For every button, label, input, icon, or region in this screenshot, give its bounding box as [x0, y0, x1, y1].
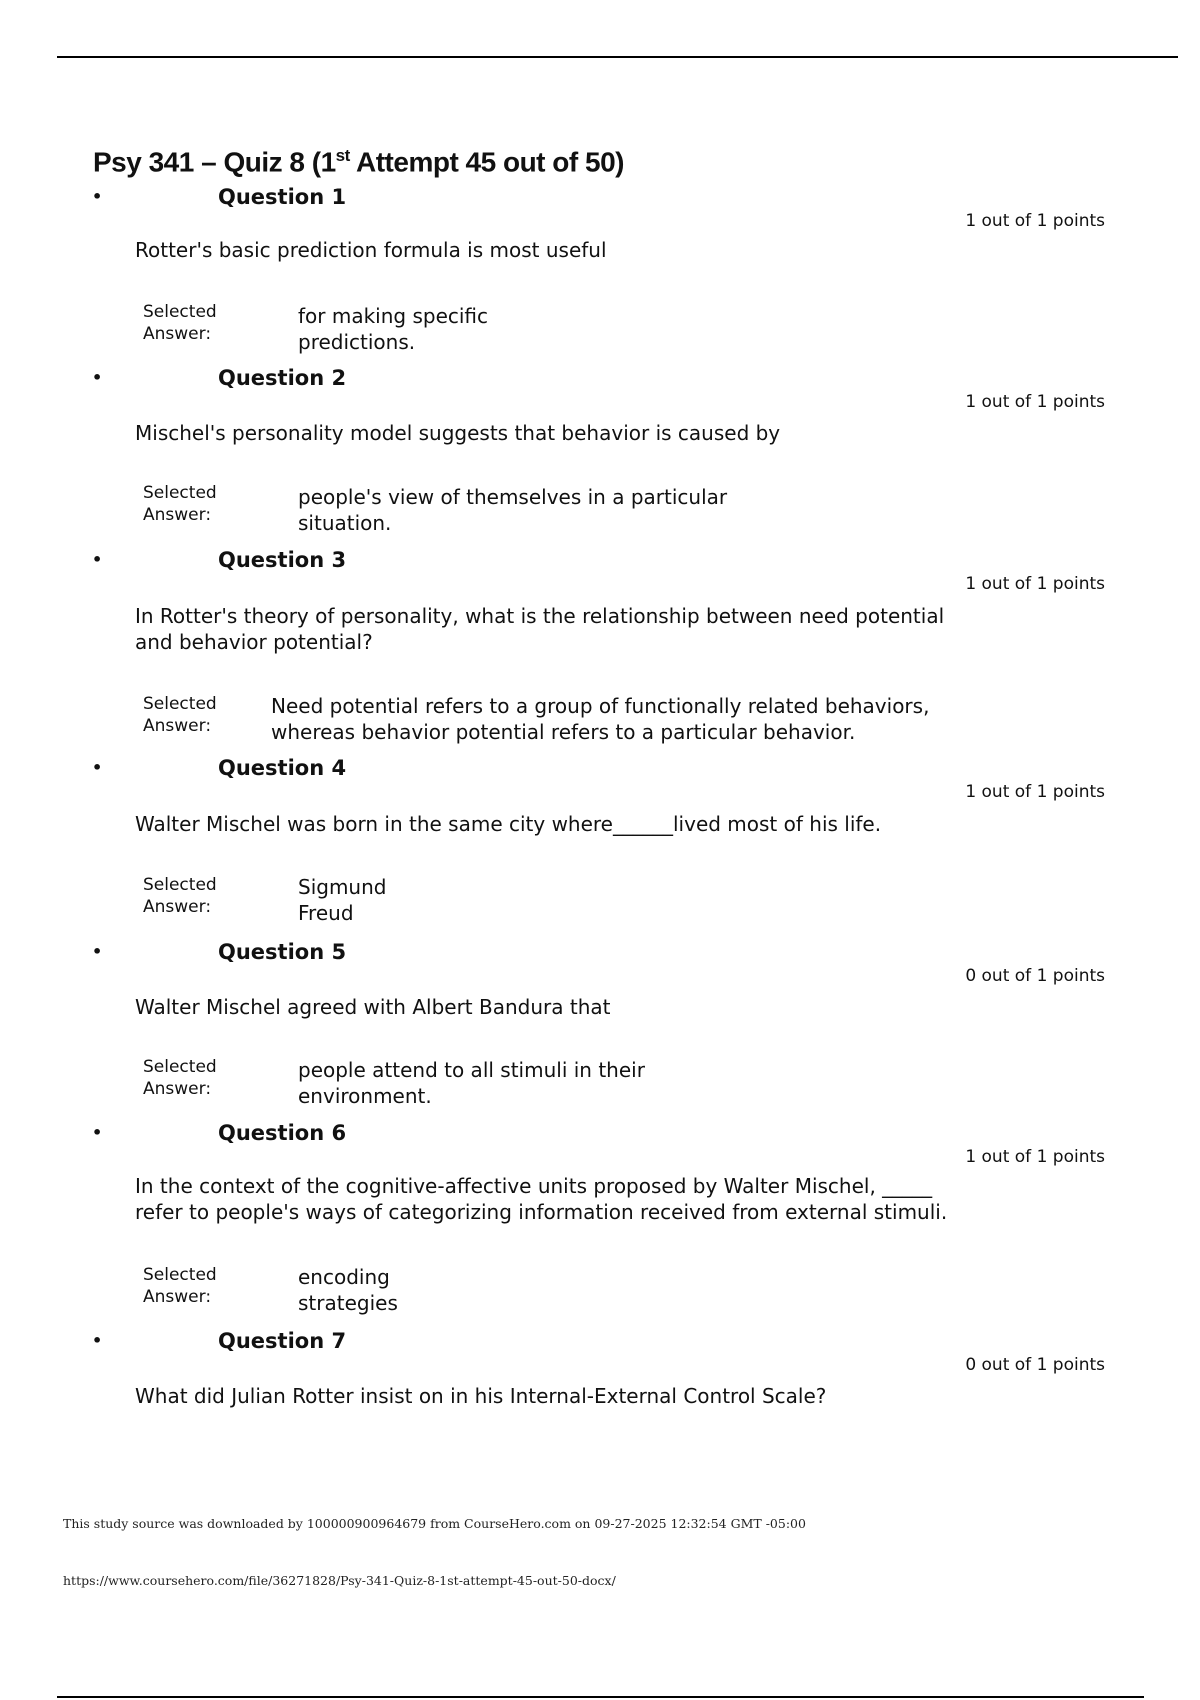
selected-answer: Need potential refers to a group of functionally related behaviors, whereas behavior potential refers to a particular behavior. [271, 694, 930, 744]
bullet: • [92, 187, 103, 206]
selected-answer: people's view of themselves in a particular situation. [298, 485, 728, 535]
page-title: Psy 341 – Quiz 8 (1st Attempt 45 out of 50) [93, 146, 624, 178]
question-points: 0 out of 1 points [965, 1355, 1105, 1375]
bottom-rule [57, 1696, 1144, 1698]
selected-answer-label: Selected Answer: [143, 483, 217, 525]
question-heading: Question 6 [218, 1121, 347, 1145]
selected-answer: for making specific predictions. [298, 304, 489, 354]
bullet: • [92, 1331, 103, 1350]
selected-answer: people attend to all stimuli in their environment. [298, 1058, 645, 1108]
question-heading: Question 7 [218, 1329, 347, 1353]
bullet: • [92, 1123, 103, 1142]
bullet: • [92, 550, 103, 569]
bullet: • [92, 368, 103, 387]
question-heading: Question 2 [218, 366, 347, 390]
question-text: Walter Mischel agreed with Albert Bandura that [135, 995, 611, 1019]
question-points: 1 out of 1 points [965, 574, 1105, 594]
question-text: Mischel's personality model suggests that behavior is caused by [135, 421, 781, 445]
question-points: 1 out of 1 points [965, 1147, 1105, 1167]
selected-answer: encoding strategies [298, 1265, 398, 1315]
selected-answer-label: Selected Answer: [143, 1265, 217, 1307]
bullet: • [92, 758, 103, 777]
selected-answer-label: Selected Answer: [143, 694, 217, 736]
top-rule [57, 56, 1178, 58]
question-heading: Question 4 [218, 756, 347, 780]
bullet: • [92, 942, 103, 961]
download-source-notice: This study source was downloaded by 100000900964679 from CourseHero.com on 09-27-2025 12:32:54 GMT -05:00 [63, 1516, 806, 1531]
selected-answer-label: Selected Answer: [143, 1057, 217, 1099]
question-points: 1 out of 1 points [965, 782, 1105, 802]
selected-answer-label: Selected Answer: [143, 875, 217, 917]
question-points: 0 out of 1 points [965, 966, 1105, 986]
document-url[interactable]: https://www.coursehero.com/file/36271828/Psy-341-Quiz-8-1st-attempt-45-out-50-docx/ [63, 1573, 616, 1588]
question-heading: Question 3 [218, 548, 347, 572]
question-points: 1 out of 1 points [965, 211, 1105, 231]
question-points: 1 out of 1 points [965, 392, 1105, 412]
selected-answer-label: Selected Answer: [143, 302, 217, 344]
question-text: Walter Mischel was born in the same city where______lived most of his life. [135, 812, 882, 836]
selected-answer: Sigmund Freud [298, 875, 387, 925]
question-text: Rotter's basic prediction formula is most useful [135, 238, 607, 262]
question-text: What did Julian Rotter insist on in his Internal-External Control Scale? [135, 1384, 827, 1408]
question-heading: Question 5 [218, 940, 347, 964]
question-heading: Question 1 [218, 185, 347, 209]
question-text: In the context of the cognitive-affective units proposed by Walter Mischel, _____ refer to people's ways of categorizing information received from external stimuli. [135, 1174, 948, 1224]
question-text: In Rotter's theory of personality, what is the relationship between need potential and behavior potential? [135, 604, 945, 654]
